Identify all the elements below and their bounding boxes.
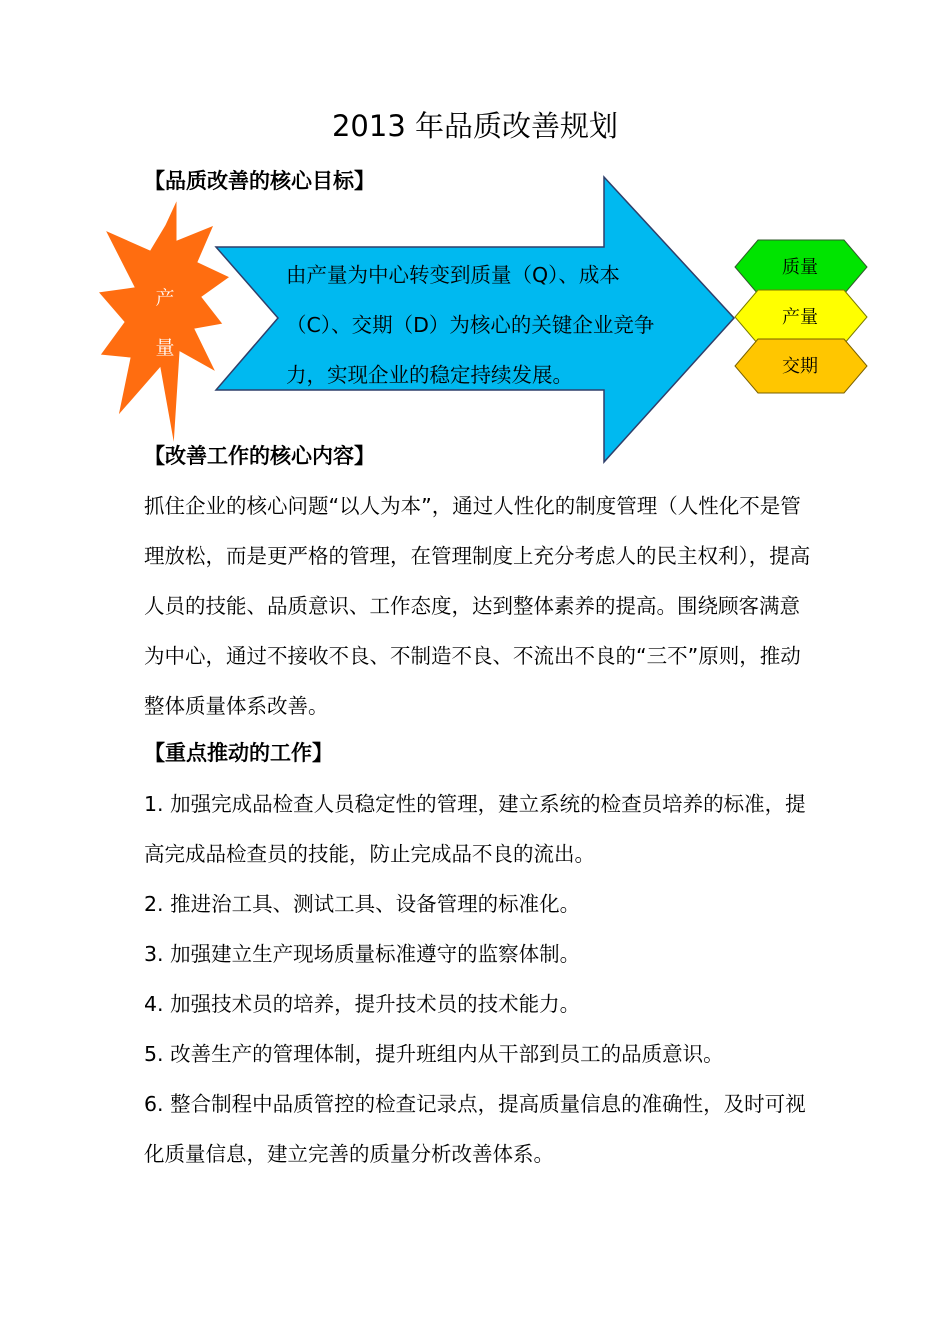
starburst-shape — [98, 199, 230, 446]
section-heading-key-work: 【重点推动的工作】 — [144, 741, 333, 765]
goal-diagram — [0, 0, 950, 480]
starburst-char-1: 产 — [155, 287, 175, 309]
list-item: 2. 推进治工具、测试工具、设备管理的标准化。 — [144, 892, 581, 916]
key-work-list — [144, 779, 814, 1179]
list-item: 4. 加强技术员的培养，提升技术员的技术能力。 — [144, 992, 581, 1016]
hexagon-label-delivery: 交期 — [782, 356, 818, 377]
hexagon-label-output: 产量 — [782, 307, 818, 328]
list-item: 5. 改善生产的管理体制，提升班组内从干部到员工的品质意识。 — [144, 1042, 724, 1066]
hexagon-label-quality: 质量 — [782, 257, 818, 278]
list-item: 3. 加强建立生产现场质量标准遵守的监察体制。 — [144, 942, 581, 966]
list-item: 6. 整合制程中品质管控的检查记录点，提高质量信息的准确性，及时可视化质量信息，建立完善的质量分析改善体系。 — [144, 1092, 806, 1166]
list-item: 1. 加强完成品检查人员稳定性的管理，建立系统的检查员培养的标准，提高完成品检查员的技能，防止完成品不良的流出。 — [144, 792, 806, 866]
starburst-char-2: 量 — [155, 337, 175, 359]
content-paragraph: 抓住企业的核心问题“以人为本”，通过人性化的制度管理（人性化不是管理放松，而是更严格的管理，在管理制度上充分考虑人的民主权利），提高人员的技能、品质意识、工作态度，达到整体素养的提高。围绕顾客满意为中心，通过不接收不良、不制造不良、不流出不良的“三不”原则，推动整体质量体系改善。 — [144, 494, 811, 718]
page-title: 2013 年品质改善规划 — [331, 109, 619, 143]
arrow-text: 由产量为中心转变到质量（Q）、成本（C）、交期（D）为核心的关键企业竞争力，实现企业的稳定持续发展。 — [286, 263, 655, 387]
section-heading-content: 【改善工作的核心内容】 — [144, 444, 375, 468]
section-heading-goal: 【品质改善的核心目标】 — [144, 169, 375, 193]
